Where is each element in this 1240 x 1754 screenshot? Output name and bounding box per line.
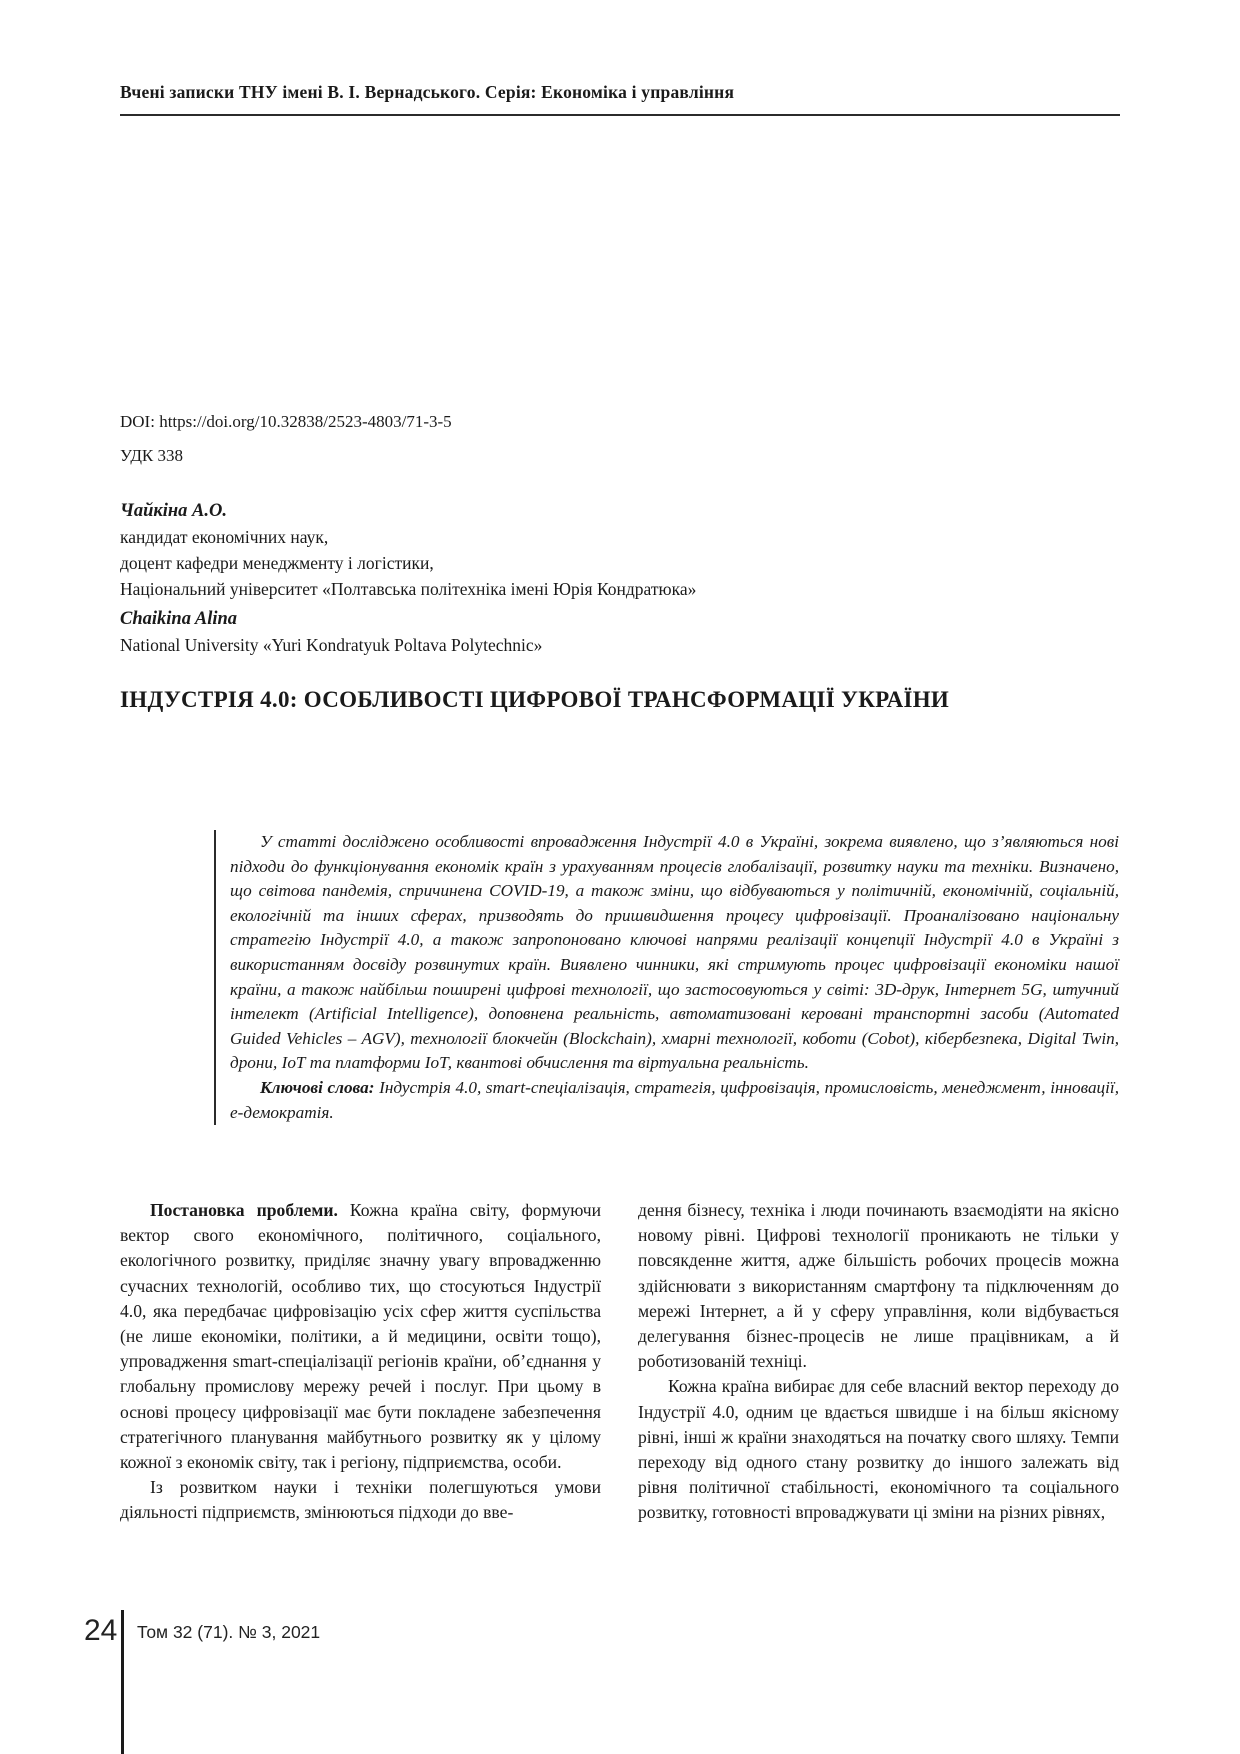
paragraph (638, 1198, 1119, 1374)
author-name-en: Chaikina Alina (120, 609, 238, 629)
keywords-label: Ключові слова: (260, 1077, 375, 1097)
paragraph-text: дення бізнесу, техніка і люди починають взаємодіяти на якісно новому рівні. Цифрові технології проникають не тільки у повсякденне життя, адже більшість робочих процесів можна здійснювати з використанням смартфону та підключенням до мережі Інтернет, а й у сферу управління, коли відбувається делегування бізнес-процесів не лише працівникам, а й роботизованій техніці. (638, 1200, 1119, 1372)
author-degree: кандидат економічних наук, (120, 527, 329, 547)
footer-divider (121, 1610, 124, 1754)
page-number: 24 (84, 1614, 118, 1647)
paragraph (120, 1198, 601, 1475)
paragraph-text: Кожна країна вибирає для себе власний вектор переходу до Індустрії 4.0, одним це вдається швидше і на більш якісному рівні, інші ж країни знаходяться на початку свого шляху. Темпи переходу від одного стану розвитку до іншого залежать від рівня політичної стабільності, економічного та соціального розвитку, готовності впроваджувати ці зміни на різних рівнях, (638, 1376, 1119, 1523)
paragraph-text: Із розвитком науки і техніки полегшуються умови діяльності підприємств, змінюються підходи до вве- (120, 1477, 601, 1523)
body-column-left (120, 1198, 601, 1526)
section-heading: Постановка проблеми. (150, 1200, 338, 1220)
issue-info: Том 32 (71). № 3, 2021 (137, 1622, 321, 1642)
paragraph (120, 1475, 601, 1525)
keywords-text: Індустрія 4.0, smart-спеціалізація, стратегія, цифровізація, промисловість, менеджмент, інновації, е-демократія. (230, 1077, 1119, 1122)
running-header (120, 82, 1120, 116)
abstract-text: У статті досліджено особливості впровадження Індустрії 4.0 в Україні, зокрема виявлено, що з’являються нові підходи до функціонування економік країн з урахуванням процесів глобалізації, розвитку науки та техніки. Визначено, що світова пандемія, спричинена COVID-19, а також зміни, що відбуваються у політичній, економічній, соціальній, екологічній та інших сферах, призводять до пришвидшення процесу цифровізації. Проаналізовано національну стратегію Індустрії 4.0, а також запропоновано ключові напрями реалізації концепції Індустрії 4.0 в Україні з використанням досвіду розвинутих країн. Виявлено чинники, які стримують процес цифровізації економіки нашої країни, а також найбільш поширені цифрові технології, що застосовуються у світі: 3D-друк, Інтернет 5G, штучний інтелект (Artificial Intelligence), доповнена реальність, автоматизовані керовані транспортні засоби (Automated Guided Vehicles – AGV), технології блокчейн (Blockchain), хмарні технології, коботи (Cobot), кібербезпека, Digital Twin, дрони, ІоТ та платформи ІоТ, квантові обчислення та віртуальна реальність. (230, 832, 1119, 1073)
udc-line: УДК 338 (120, 446, 184, 465)
paragraph (638, 1374, 1119, 1525)
keywords-paragraph (230, 1076, 1119, 1125)
author-position: доцент кафедри менеджменту і логістики, (120, 553, 434, 573)
journal-title: Вчені записки ТНУ імені В. І. Вернадського. Серія: Економіка і управління (120, 82, 735, 102)
article-title: ІНДУСТРІЯ 4.0: ОСОБЛИВОСТІ ЦИФРОВОЇ ТРАНСФОРМАЦІЇ УКРАЇНИ (120, 687, 950, 713)
author-block-ua (120, 498, 696, 602)
body-column-right (638, 1198, 1119, 1526)
body-columns (120, 1198, 1120, 1526)
abstract-block (214, 830, 1119, 1125)
paragraph-text: Кожна країна світу, формуючи вектор свого економічного, політичного, соціального, екологічного розвитку, приділяє значну увагу впровадженню сучасних технологій, особливо тих, що стосуються Індустрії 4.0, яка передбачає цифровізацію усіх сфер життя суспільства (не лише економіки, політики, а й медицини, освіти тощо), упровадження smart-спеціалізації регіонів країни, об’єднання у глобальну промислову мережу речей і послуг. При цьому в основі процесу цифровізації має бути покладене забезпечення стратегічного планування майбутнього розвитку як у цілому кожної з економік світу, так і регіону, підприємства, особи. (120, 1200, 601, 1473)
author-name-ua: Чайкіна А.О. (120, 501, 227, 521)
author-affiliation-en: National University «Yuri Kondratyuk Poltava Polytechnic» (120, 635, 543, 655)
doi-line: DOI: https://doi.org/10.32838/2523-4803/71-3-5 (120, 412, 452, 431)
author-affiliation-ua: Національний університет «Полтавська політехніка імені Юрія Кондратюка» (120, 579, 697, 599)
author-block-en (120, 606, 542, 658)
